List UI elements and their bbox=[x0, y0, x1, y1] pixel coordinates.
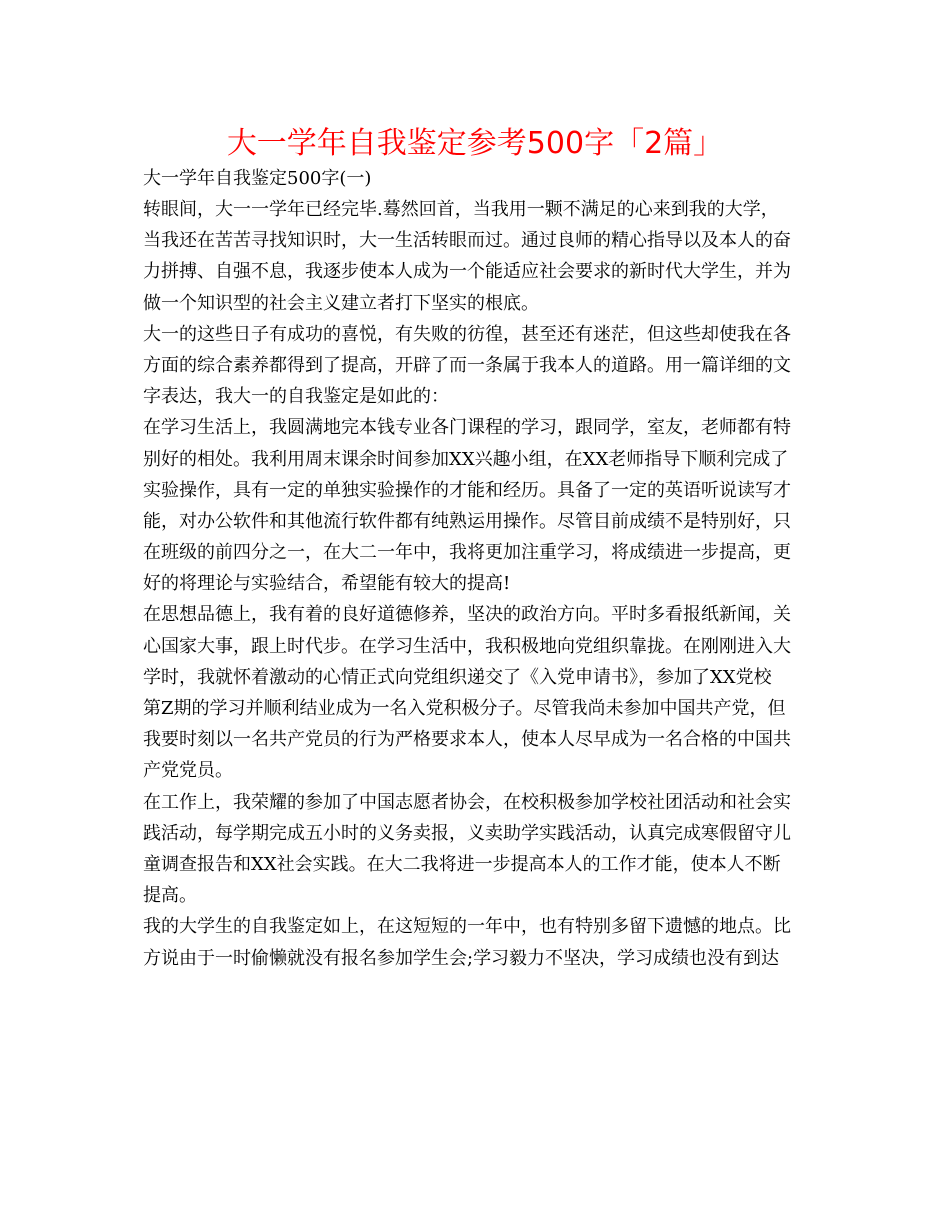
paragraph-line: 心国家大事，跟上时代步。在学习生活中，我积极地向党组织靠拢。在刚刚进入大 bbox=[143, 635, 791, 657]
paragraph-line: 在班级的前四分之一，在大二一年中，我将更加注重学习，将成绩进一步提高，更 bbox=[143, 542, 791, 564]
paragraph bbox=[143, 599, 813, 786]
paragraph bbox=[143, 787, 813, 912]
paragraph-line: 方说由于一时偷懒就没有报名参加学生会;学习毅力不坚决，学习成绩也没有到达 bbox=[143, 947, 780, 969]
paragraph-line: 第Z期的学习并顺利结业成为一名入党积极分子。尽管我尚未参加中国共产党，但 bbox=[143, 698, 786, 719]
paragraph-line: 大一的这些日子有成功的喜悦，有失败的彷徨，甚至还有迷茫，但这些却使我在各 bbox=[143, 323, 791, 345]
document-title: 大一学年自我鉴定参考500字「2篇」 bbox=[226, 126, 724, 161]
paragraph-line: 在工作上，我荣耀的参加了中国志愿者协会，在校积极参加学校社团活动和社会实 bbox=[143, 791, 791, 813]
paragraph-line: 字表达，我大一的自我鉴定是如此的： bbox=[143, 386, 449, 408]
paragraph-line: 实验操作，具有一定的单独实验操作的才能和经历。具备了一定的英语听说读写才 bbox=[143, 479, 791, 501]
paragraph-line: 别好的相处。我利用周末课余时间参加XX兴趣小组，在XX老师指导下顺利完成了 bbox=[143, 448, 789, 470]
paragraph-line: 学时，我就怀着激动的心情正式向党组织递交了《入党申请书》，参加了XX党校 bbox=[143, 666, 772, 688]
paragraph-line: 我的大学生的自我鉴定如上，在这短短的一年中，也有特别多留下遗憾的地点。比 bbox=[143, 916, 791, 938]
paragraph-line: 提高。 bbox=[143, 885, 197, 907]
paragraph-line: 转眼间，大一一学年已经完毕.蓦然回首，当我用一颗不满足的心来到我的大学， bbox=[143, 199, 779, 220]
paragraph-line: 能，对办公软件和其他流行软件都有纯熟运用操作。尽管目前成绩不是特别好，只 bbox=[143, 510, 791, 532]
paragraph-line: 童调查报告和XX社会实践。在大二我将进一步提高本人的工作才能，使本人不断 bbox=[143, 853, 781, 875]
paragraph bbox=[143, 194, 813, 319]
paragraph bbox=[143, 319, 813, 413]
paragraph-line: 方面的综合素养都得到了提高，开辟了而一条属于我本人的道路。用一篇详细的文 bbox=[143, 354, 791, 376]
paragraph-line: 产党党员。 bbox=[143, 760, 233, 782]
section-heading: 大一学年自我鉴定500字(一) bbox=[143, 168, 372, 189]
paragraph-line: 践活动，每学期完成五小时的义务卖报，义卖助学实践活动，认真完成寒假留守儿 bbox=[143, 822, 791, 844]
document-body bbox=[143, 163, 813, 974]
paragraph-line: 做一个知识型的社会主义建立者打下坚实的根底。 bbox=[143, 292, 539, 314]
paragraph-line: 当我还在苦苦寻找知识时，大一生活转眼而过。通过良师的精心指导以及本人的奋 bbox=[143, 230, 791, 252]
paragraph-line: 在学习生活上，我圆满地完本钱专业各门课程的学习，跟同学，室友，老师都有特 bbox=[143, 417, 791, 439]
paragraph-line: 力拼搏、自强不息，我逐步使本人成为一个能适应社会要求的新时代大学生，并为 bbox=[143, 261, 791, 283]
paragraph-line: 我要时刻以一名共产党员的行为严格要求本人，使本人尽早成为一名合格的中国共 bbox=[143, 729, 791, 751]
paragraph bbox=[143, 911, 813, 973]
paragraph-line: 在思想品德上，我有着的良好道德修养，坚决的政治方向。平时多看报纸新闻，关 bbox=[143, 604, 791, 626]
paragraph bbox=[143, 412, 813, 599]
paragraph-line: 好的将理论与实验结合，希望能有较大的提高! bbox=[143, 573, 511, 595]
